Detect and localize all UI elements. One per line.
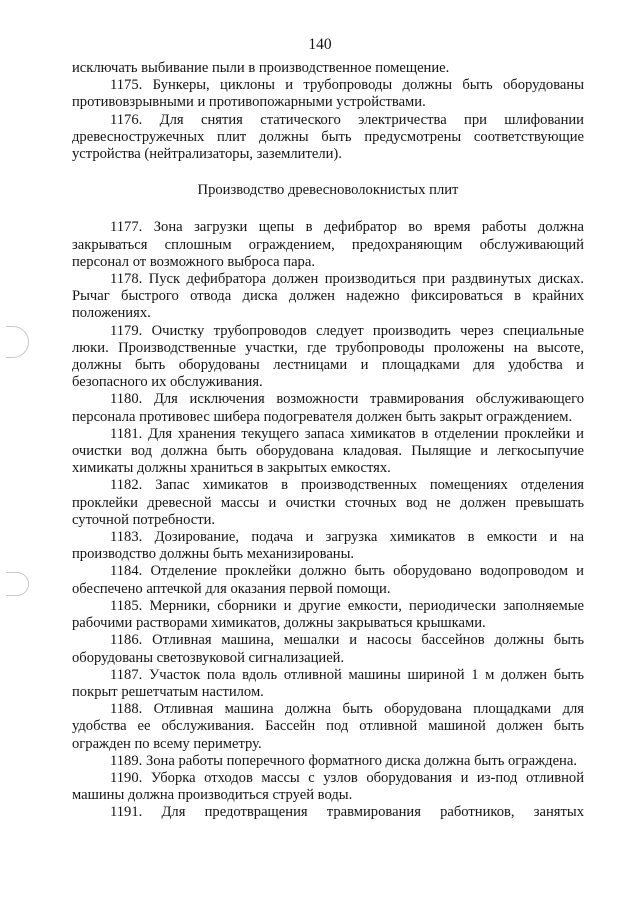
- paragraph-1176: 1176. Для снятия статического электричества при шлифовании древесностружечных плит должны быть предусмотрены соответствующие устройства (нейтрализаторы, заземлители).: [72, 111, 584, 163]
- paragraph-1187: 1187. Участок пола вдоль отливной машины шириной 1 м должен быть покрыт решетчатым настилом.: [72, 666, 584, 700]
- paragraph-continuation: исключать выбивание пыли в производственное помещение.: [72, 60, 450, 76]
- paragraph-1189: 1189. Зона работы поперечного форматного диска должна быть ограждена.: [110, 752, 577, 769]
- paragraph-1178: 1178. Пуск дефибратора должен производиться при раздвинутых дисках. Рычаг быстрого отвода диска должен надежно фиксироваться в крайних положениях.: [72, 271, 584, 322]
- section-heading: Производство древесноволокнистых плит: [197, 182, 459, 199]
- paragraph-1185: 1185. Мерники, сборники и другие емкости, периодически заполняемые рабочими растворами химикатов, должны закрываться крышками.: [72, 597, 584, 632]
- paragraph-1186: 1186. Отливная машина, мешалки и насосы бассейнов должны быть оборудованы светозвуковой сигнализацией.: [72, 632, 584, 666]
- paragraph-1183: 1183. Дозирование, подача и загрузка химикатов в емкости и на производство должны быть механизированы.: [72, 529, 584, 563]
- page-number: 140: [308, 36, 332, 53]
- paragraph-1184: 1184. Отделение проклейки должно быть оборудовано водопроводом и обеспечено аптечкой для оказания первой помощи.: [72, 563, 584, 597]
- paragraph-1175: 1175. Бункеры, циклоны и трубопроводы должны быть оборудованы противовзрывными и противопожарными устройствами.: [72, 77, 584, 111]
- paragraph-1177: 1177. Зона загрузки щепы в дефибратор во время работы должна закрываться сплошным ограждением, предохраняющим обслуживающий персонал от возможного выброса пара.: [72, 219, 584, 270]
- punch-hole-mark: [6, 572, 29, 596]
- paragraph-1181: 1181. Для хранения текущего запаса химикатов в отделении проклейки и очистки вод должна быть оборудована кладовая. Пылящие и легкосыпучие химикаты должны храниться в закрытых емкостях.: [72, 425, 584, 477]
- paragraph-1188: 1188. Отливная машина должна быть оборудована площадками для удобства ее обслуживания. Бассейн под отливной машиной должен быть огражден по всему периметру.: [72, 701, 584, 752]
- punch-hole-mark: [6, 326, 29, 358]
- paragraph-1180: 1180. Для исключения возможности травмирования обслуживающего персонала противовес шибера подогревателя должен быть закрыт ограждением.: [72, 391, 584, 425]
- paragraph-1191: 1191. Для предотвращения травмирования работников, занятых: [110, 804, 584, 821]
- paragraph-1182: 1182. Запас химикатов в производственных помещениях отделения проклейки древесной массы и очистки сточных вод не должен превышать суточной потребности.: [72, 477, 584, 528]
- paragraph-1190: 1190. Уборка отходов массы с узлов оборудования и из-под отливной машины должна производиться струей воды.: [72, 769, 584, 804]
- paragraph-1179: 1179. Очистку трубопроводов следует производить через специальные люки. Производственные участки, где трубопроводы проложены на высоте, должны быть оборудованы лестницами и площадками для удобства и безопасного их обслуживания.: [72, 322, 584, 391]
- document-body: [72, 60, 584, 822]
